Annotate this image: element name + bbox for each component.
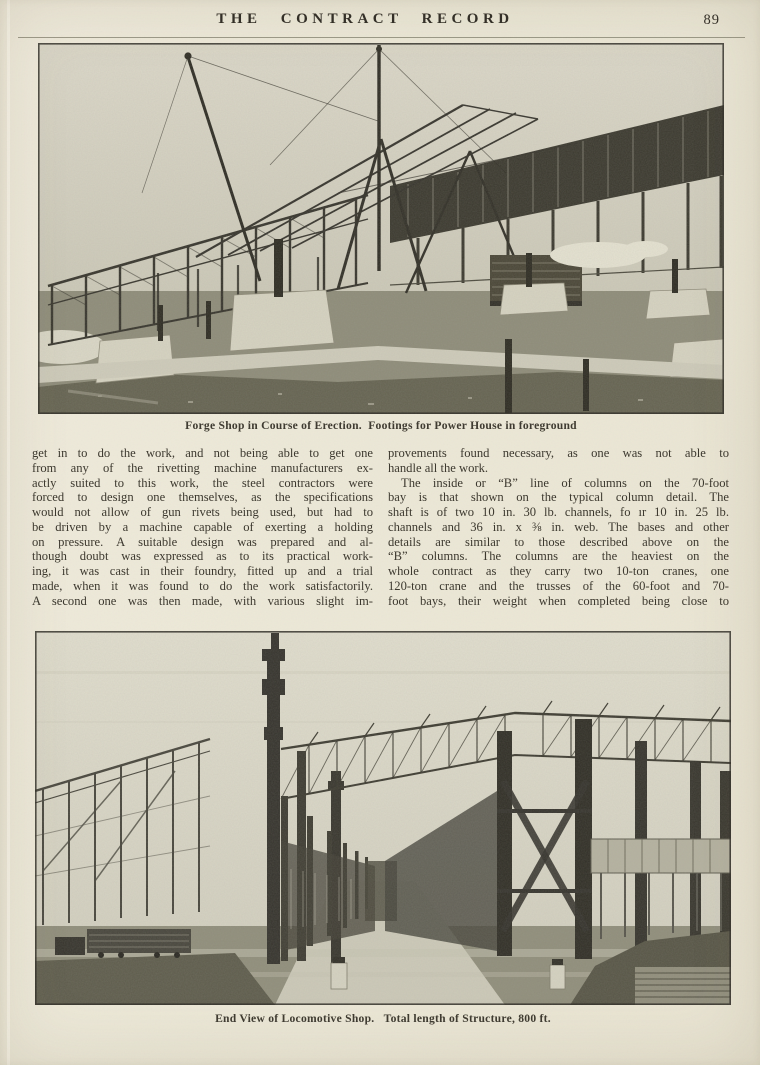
- text-line: forced to design one themselves, as the specifications: [32, 490, 373, 505]
- photo-grain: [38, 43, 724, 414]
- text-line: made, when it was found to do the work satisfactorily.: [32, 578, 373, 593]
- publication-title: THE CONTRACT RECORD: [216, 11, 514, 27]
- text-line: actly suited to this work, the steel contractors were: [32, 475, 373, 490]
- page-number: 89: [703, 12, 720, 28]
- text-line: details are similar to those described above on the: [388, 534, 729, 549]
- text-line: shaft is of two 10 in. 30 lb. channels, fo ır 10 in. 25 lb.: [388, 505, 729, 519]
- forge-shop-photo: [38, 43, 724, 414]
- text-line: handle all the work.: [388, 460, 489, 475]
- text-line: bay is that shown on the typical column detail. The: [388, 490, 729, 505]
- header-rule: [18, 37, 745, 38]
- scan-edge-artifact: [7, 0, 10, 1065]
- text-line: from any of the rivetting machine manufacturers ex-: [32, 460, 373, 475]
- text-column-left: [32, 446, 373, 608]
- photo-grain: [35, 631, 731, 1005]
- text-line: 120-ton crane and the trusses of the 60-foot and 70-: [388, 578, 729, 593]
- text-line: provements found necessary, as one was not able to: [388, 446, 729, 460]
- text-line: whole contract as they carry two 10-ton cranes, one: [388, 564, 729, 578]
- text-line: though doubt was expressed as to its practical work-: [32, 549, 373, 564]
- text-line: The inside or “B” line of columns on the 70-foot: [401, 475, 729, 490]
- text-line: get in to do the work, and not being able to get one: [32, 446, 373, 460]
- figure-caption-locomotive-shop: End View of Locomotive Shop. Total length of Structure, 800 ft.: [215, 1012, 551, 1025]
- body-text: [32, 446, 729, 608]
- text-line: “B” columns. The columns are the heaviest on the: [388, 549, 729, 564]
- figure-caption-forge-shop: Forge Shop in Course of Erection. Footings for Power House in foreground: [185, 419, 577, 432]
- figure-forge-shop: [38, 43, 724, 414]
- text-column-right: [388, 446, 729, 608]
- text-line: A second one was then made, with various slight im-: [32, 593, 373, 608]
- text-line: would not allow of gun rivets being used, but had to: [32, 505, 373, 519]
- figure-locomotive-shop: [35, 631, 731, 1005]
- text-line: ing, it was cast in their foundry, fitted up and a trial: [32, 564, 373, 578]
- text-line: channels and 36 in. x ⅜ in. web. The bases and other: [388, 519, 729, 534]
- locomotive-shop-photo: [35, 631, 731, 1005]
- text-line: be driven by a machine capable of exerting a holding: [32, 519, 373, 534]
- text-line: foot bays, their weight when completed being close to: [388, 593, 729, 608]
- text-line: on pressure. A suitable design was prepared and al-: [32, 534, 373, 549]
